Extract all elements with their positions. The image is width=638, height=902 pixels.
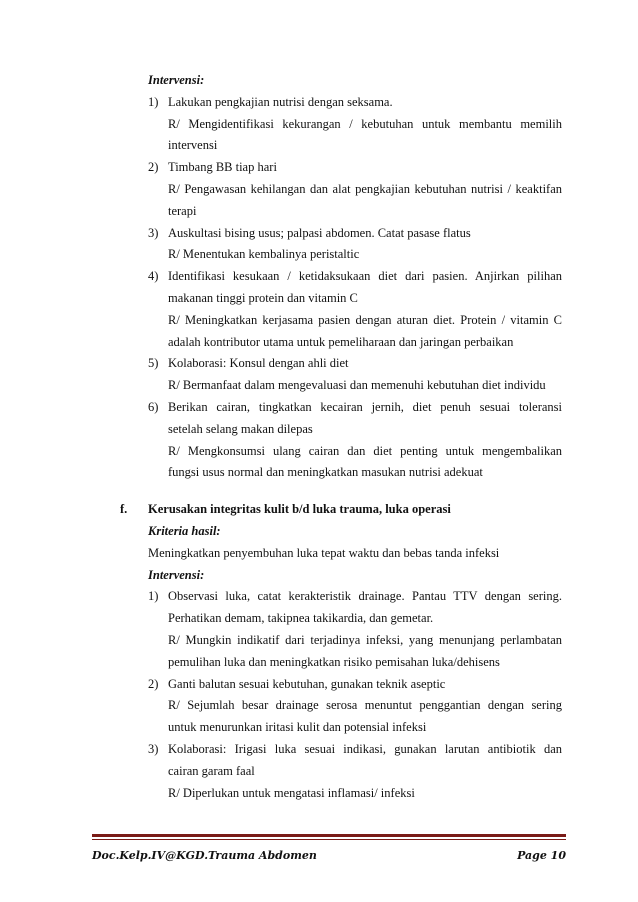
item-text: Auskultasi bising usus; palpasi abdomen. Catat pasase flatus <box>168 225 471 240</box>
rationale-text: R/ Sejumlah besar drainage serosa menuntut penggantian dengan sering <box>168 698 562 713</box>
section-gap <box>120 484 562 499</box>
rationale-text: untuk menurunkan iritasi kulit dan potensial infeksi <box>168 720 427 735</box>
rationale-text: R/ Diperlukan untuk mengatasi inflamasi/ infeksi <box>168 785 415 800</box>
item-number: 2) <box>148 160 159 175</box>
item-text: Perhatikan demam, takipnea takikardia, dan gemetar. <box>168 611 434 626</box>
rationale-text: R/ Mungkin indikatif dari terjadinya infeksi, yang menunjang perlambatan <box>168 632 562 647</box>
item-text: Berikan cairan, tingkatkan kecairan jernih, diet penuh sesuai toleransi <box>168 399 562 414</box>
rationale-text: R/ Pengawasan kehilangan dan alat pengkajian kebutuhan nutrisi / keaktifan <box>168 181 562 196</box>
item-text: Kolaborasi: Irigasi luka sesuai indikasi, gunakan larutan antibiotik dan <box>168 741 562 756</box>
item-number: 5) <box>148 356 159 371</box>
item-text: Observasi luka, catat kerakteristik drainage. Pantau TTV dengan sering. <box>168 589 562 604</box>
item-number: 2) <box>148 676 159 691</box>
item-number: 1) <box>148 589 159 604</box>
footer-document-label: Doc.Kelp.IV@KGD.Trauma Abdomen <box>92 849 317 862</box>
rationale-text: R/ Bermanfaat dalam mengevaluasi dan memenuhi kebutuhan diet individu <box>168 378 546 393</box>
item-text: Identifikasi kesukaan / ketidaksukaan diet dari pasien. Anjirkan pilihan <box>168 269 562 284</box>
rationale-text: R/ Mengidentifikasi kekurangan / kebutuhan untuk membantu memilih <box>168 116 562 131</box>
intervensi-heading: Intervensi: <box>148 567 205 582</box>
item-number: 3) <box>148 741 159 756</box>
rationale-text: fungsi usus normal dan meningkatkan masukan nutrisi adekuat <box>168 465 483 480</box>
item-text: Lakukan pengkajian nutrisi dengan seksama. <box>168 94 393 109</box>
rationale-text: intervensi <box>168 138 218 153</box>
list-item <box>120 266 562 310</box>
item-number: 1) <box>148 94 159 109</box>
list-item <box>120 674 562 696</box>
section-letter: f. <box>120 502 128 517</box>
rationale-text: R/ Meningkatkan kerjasama pasien dengan aturan diet. Protein / vitamin C <box>168 312 562 327</box>
item-text: cairan garam faal <box>168 763 255 778</box>
item-text: setelah selang makan dilepas <box>168 421 313 436</box>
list-item <box>120 739 562 783</box>
item-number: 4) <box>148 269 159 284</box>
rationale-text: R/ Menentukan kembalinya peristaltic <box>168 247 360 262</box>
item-number: 3) <box>148 225 159 240</box>
item-text: makanan tinggi protein dan vitamin C <box>168 290 358 305</box>
kriteria-text: Meningkatkan penyembuhan luka tepat waktu dan bebas tanda infeksi <box>148 545 500 560</box>
list-item <box>120 92 562 114</box>
footer-rule-thick <box>92 834 566 837</box>
item-number: 6) <box>148 399 159 414</box>
rationale-text: R/ Mengkonsumsi ulang cairan dan diet penting untuk mengembalikan <box>168 443 562 458</box>
section-heading <box>120 499 562 521</box>
item-text: Kolaborasi: Konsul dengan ahli diet <box>168 356 349 371</box>
rationale-text: pemulihan luka dan meningkatkan risiko pemisahan luka/dehisens <box>168 654 500 669</box>
intervensi-heading: Intervensi: <box>148 73 205 87</box>
page-content <box>120 70 562 804</box>
item-text: Ganti balutan sesuai kebutuhan, gunakan teknik aseptic <box>168 676 446 691</box>
footer-page-number: Page 10 <box>517 849 566 862</box>
list-item <box>120 397 562 441</box>
kriteria-heading: Kriteria hasil: <box>148 523 221 538</box>
list-item <box>120 223 562 245</box>
footer-rule-thin <box>92 839 566 840</box>
item-text: Timbang BB tiap hari <box>168 160 277 175</box>
list-item <box>120 353 562 375</box>
list-item <box>120 157 562 179</box>
rationale-text: terapi <box>168 203 197 218</box>
list-item <box>120 586 562 630</box>
section-title: Kerusakan integritas kulit b/d luka trauma, luka operasi <box>148 502 451 517</box>
rationale-text: adalah kontributor utama untuk pemeliharaan dan jaringan perbaikan <box>168 334 514 349</box>
